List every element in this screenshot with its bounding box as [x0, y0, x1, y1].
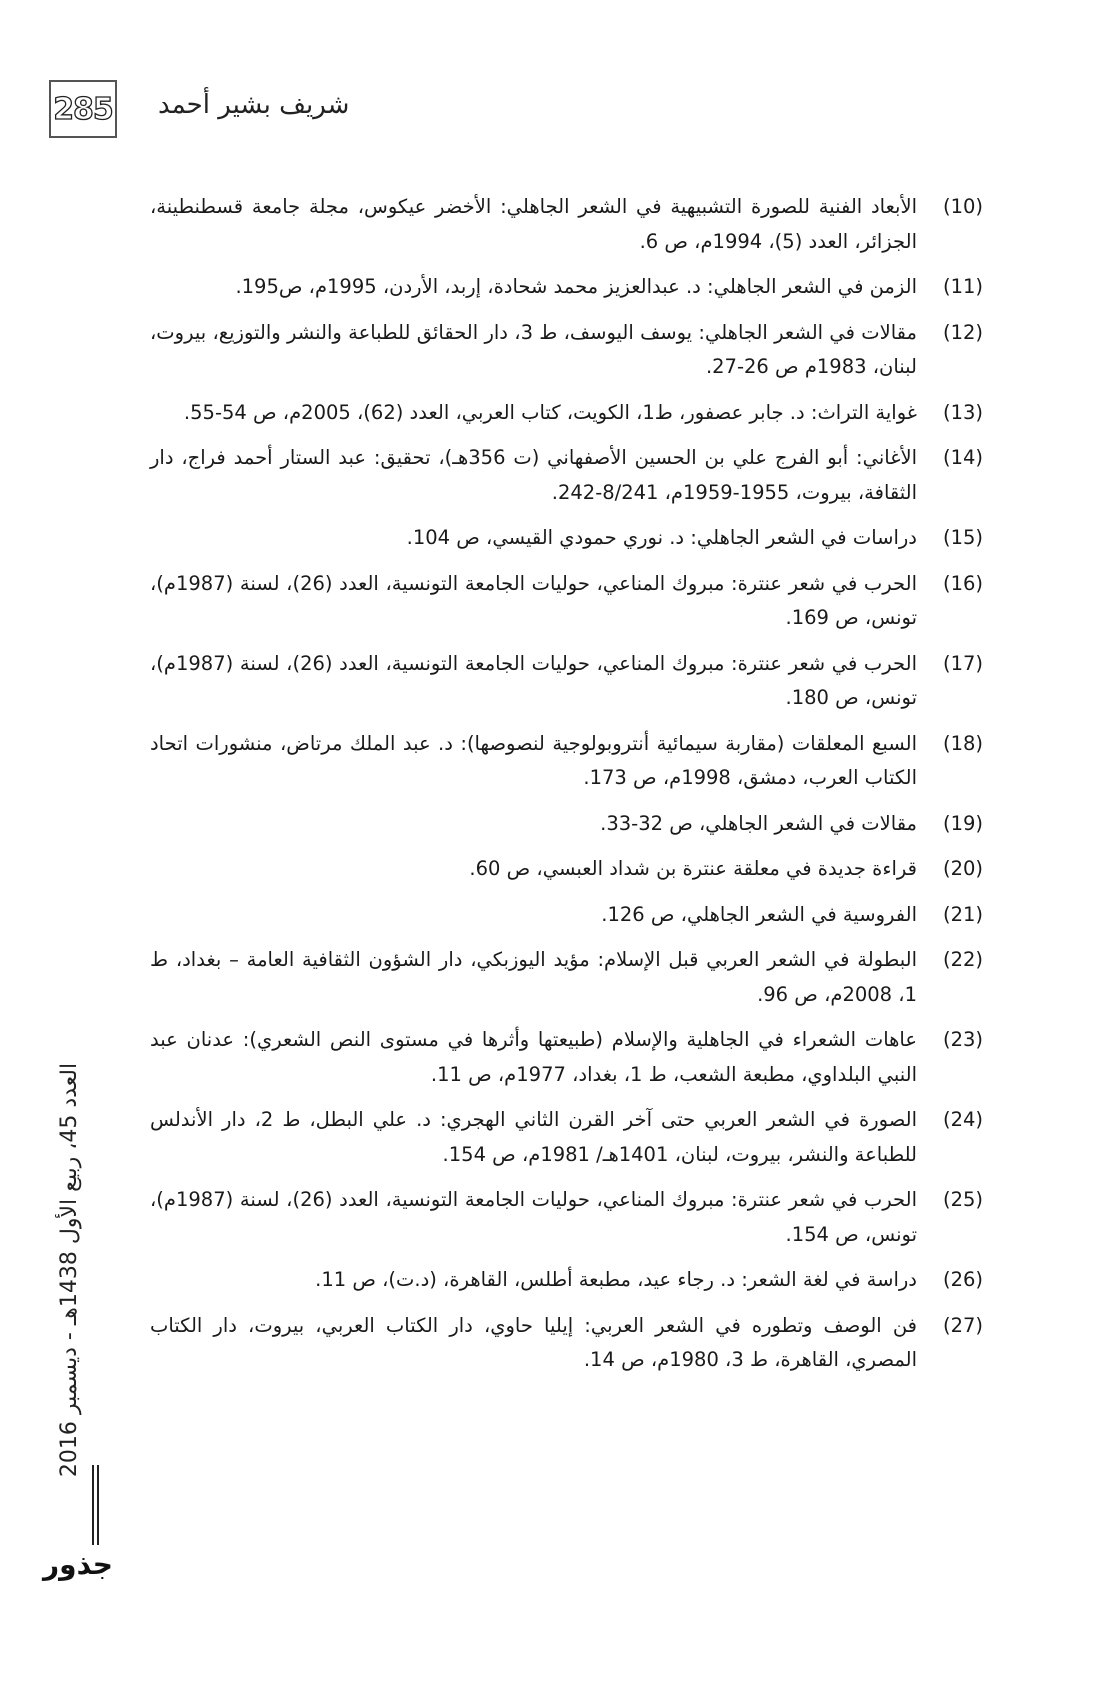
reference-text: مقالات في الشعر الجاهلي، ص 32-33. — [600, 811, 917, 835]
reference-item — [150, 898, 983, 933]
reference-item — [150, 1103, 983, 1172]
reference-number: (15) — [942, 526, 983, 549]
reference-number: (24) — [942, 1108, 983, 1131]
journal-logo: جذور — [43, 1548, 113, 1581]
reference-number: (10) — [942, 195, 983, 218]
reference-item — [150, 852, 983, 887]
reference-number: (27) — [942, 1313, 983, 1337]
reference-item — [150, 190, 983, 259]
reference-text: عاهات الشعراء في الجاهلية والإسلام (طبيعتها وأثرها في مستوى النص الشعري): عدنان عبد النبي البلداوي، مطبعة الشعب، ط 1، بغداد، 1977م، ص 11. — [150, 1028, 917, 1086]
reference-text: الحرب في شعر عنترة: مبروك المناعي، حوليات الجامعة التونسية، العدد (26)، لسنة (1987م)، تونس، ص 154. — [150, 1188, 917, 1246]
reference-number: (23) — [942, 1028, 983, 1051]
reference-item — [150, 647, 983, 716]
reference-text: غواية التراث: د. جابر عصفور، ط1، الكويت، كتاب العربي، العدد (62)، 2005م، ص 54-55. — [183, 400, 917, 424]
reference-text: قراءة جديدة في معلقة عنترة بن شداد العبسي، ص 60. — [469, 857, 917, 880]
reference-text: الزمن في الشعر الجاهلي: د. عبدالعزيز محمد شحادة، إربد، الأردن، 1995م، ص195. — [235, 275, 917, 298]
reference-number: (18) — [942, 731, 983, 755]
running-header-author: شريف بشير أحمد — [158, 90, 350, 120]
page-number-box — [49, 80, 117, 138]
reference-number: (26) — [942, 1268, 983, 1291]
reference-item — [150, 943, 983, 1012]
reference-number: (16) — [942, 571, 983, 595]
reference-text: الحرب في شعر عنترة: مبروك المناعي، حوليات الجامعة التونسية، العدد (26)، لسنة (1987م)، تونس، ص 180. — [150, 651, 917, 709]
reference-number: (14) — [942, 446, 983, 469]
reference-number: (22) — [942, 948, 983, 971]
reference-item — [150, 807, 983, 842]
reference-number: (21) — [942, 902, 983, 926]
reference-text: الحرب في شعر عنترة: مبروك المناعي، حوليات الجامعة التونسية، العدد (26)، لسنة (1987م)، تونس، ص 169. — [150, 571, 917, 629]
reference-item — [150, 270, 983, 305]
reference-item — [150, 441, 983, 510]
reference-text: دراسة في لغة الشعر: د. رجاء عيد، مطبعة أطلس، القاهرة، (د.ت)، ص 11. — [315, 1268, 917, 1291]
reference-text: الأغاني: أبو الفرج علي بن الحسين الأصفهاني (ت 356هـ)، تحقيق: عبد الستار أحمد فراج، دار الثقافة، بيروت، 1955-1959م، 8/241-242. — [150, 446, 917, 504]
reference-item — [150, 396, 983, 431]
sidebar-divider — [97, 1465, 99, 1545]
reference-text: فن الوصف وتطوره في الشعر العربي: إيليا حاوي، دار الكتاب العربي، بيروت، دار الكتاب المصري، القاهرة، ط 3، 1980م، ص 14. — [150, 1313, 917, 1371]
reference-number: (19) — [942, 811, 983, 835]
reference-number: (20) — [942, 857, 983, 880]
reference-number: (17) — [942, 651, 983, 675]
reference-item — [150, 521, 983, 556]
reference-text: الصورة في الشعر العربي حتى آخر القرن الثاني الهجري: د. علي البطل، ط 2، دار الأندلس للطباعة والنشر، بيروت، لبنان، 1401هـ/ 1981م، ص 154. — [150, 1108, 917, 1166]
issue-info-vertical: العدد 45، ربيع الأول 1438هـ - ديسمبر 2016 — [57, 1062, 82, 1478]
reference-item — [150, 1309, 983, 1378]
reference-number: (13) — [942, 400, 983, 424]
reference-item — [150, 567, 983, 636]
reference-text: الفروسية في الشعر الجاهلي، ص 126. — [601, 902, 917, 926]
reference-text: دراسات في الشعر الجاهلي: د. نوري حمودي القيسي، ص 104. — [406, 526, 917, 549]
reference-text: الأبعاد الفنية للصورة التشبيهية في الشعر الجاهلي: الأخضر عيكوس، مجلة جامعة قسطنطينة، الجزائر، العدد (5)، 1994م، ص 6. — [150, 195, 917, 253]
reference-item — [150, 1023, 983, 1092]
sidebar-divider — [92, 1465, 94, 1545]
reference-number: (25) — [942, 1188, 983, 1211]
reference-item — [150, 1263, 983, 1298]
reference-text: السبع المعلقات (مقاربة سيمائية أنتروبولوجية لنصوصها): د. عبد الملك مرتاض، منشورات اتحاد الكتاب العرب، دمشق، 1998م، ص 173. — [150, 731, 917, 789]
reference-list — [150, 190, 983, 1389]
page-number: 285 — [53, 91, 113, 127]
reference-item — [150, 727, 983, 796]
reference-number: (12) — [942, 320, 983, 344]
reference-item — [150, 316, 983, 385]
reference-text: البطولة في الشعر العربي قبل الإسلام: مؤيد اليوزبكي، دار الشؤون الثقافية العامة – بغداد، ط 1، 2008م، ص 96. — [150, 948, 917, 1006]
reference-text: مقالات في الشعر الجاهلي: يوسف اليوسف، ط 3، دار الحقائق للطباعة والنشر والتوزيع، بيروت، لبنان، 1983م ص 26-27. — [150, 320, 917, 378]
reference-number: (11) — [942, 275, 983, 298]
reference-item — [150, 1183, 983, 1252]
